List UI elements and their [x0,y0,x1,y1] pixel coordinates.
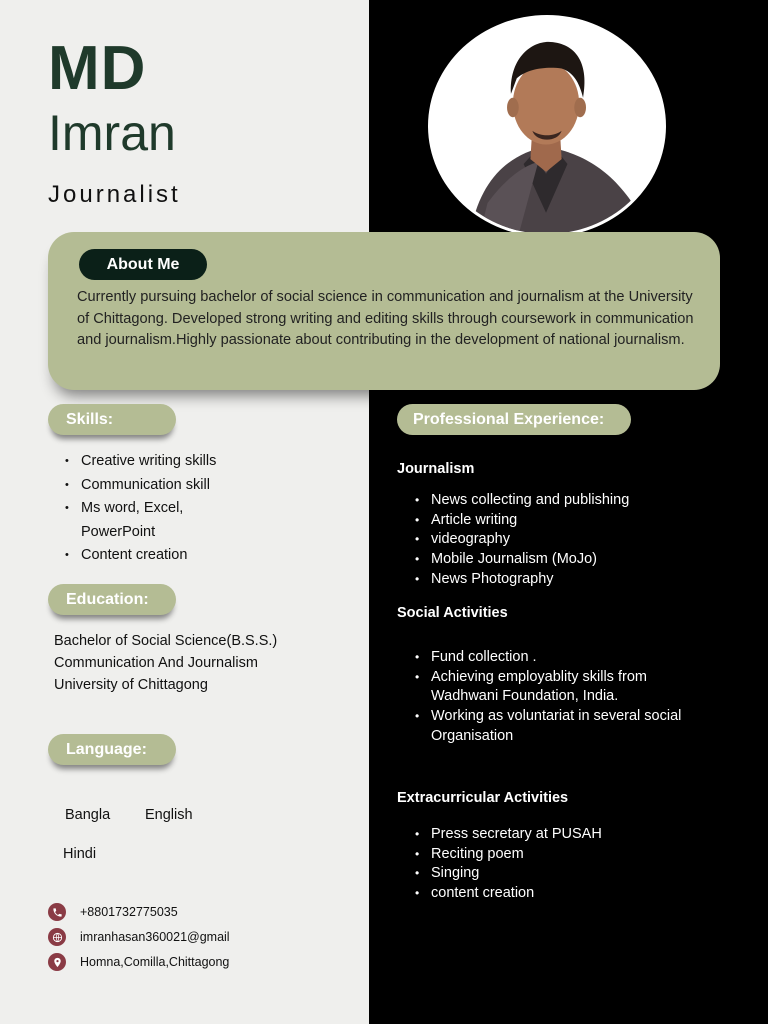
list-item: • Creative writing skills [62,450,352,474]
list-item: • videography [413,530,713,550]
contact-phone [48,903,178,921]
journalism-heading: Journalism [397,461,475,477]
list-item: • Achieving employablity skills from Wadhwani Foundation, India. [413,668,663,707]
location-pin-icon [48,953,66,971]
list-item: • Reciting poem [413,845,713,865]
job-title: Journalist [48,181,181,208]
contact-address [48,953,229,971]
journalism-list [413,491,713,590]
list-item: • Working as voluntariat in several social Organisation [413,707,713,746]
last-name: Imran [48,105,176,161]
about-me-text: Currently pursuing bachelor of social science in communication and journalism at the University of Chittagong. Developed strong writing and editing skills through coursework in communication and journalism.Highly passionate about contributing in the development of national journalism. [77,289,694,348]
skills-list [62,450,352,568]
phone-icon [48,903,66,921]
extracurricular-heading: Extracurricular Activities [397,790,569,806]
language-item: Hindi [63,846,97,862]
list-item: • Press secretary at PUSAH [413,825,713,845]
list-item: • content creation [413,884,713,904]
social-activities-heading: Social Activities [397,605,508,621]
first-name: MD [48,34,147,103]
about-me-heading: About Me [79,249,207,280]
professional-experience-heading: Professional Experience: [397,404,631,435]
list-item: • News collecting and publishing [413,491,713,511]
extracurricular-list [413,825,713,904]
list-item: • Content creation [62,544,352,568]
list-item: • Fund collection . [413,648,713,668]
language-heading: Language: [48,734,176,765]
education-heading: Education: [48,584,176,615]
phone-number: +8801732775035 [80,905,178,919]
list-item: • Communication skill [62,474,352,498]
list-item: • News Photography [413,570,713,590]
language-item: Bangla [65,807,111,823]
about-me-card [48,232,720,390]
list-item: • Article writing [413,511,713,531]
education-institution: University of Chittagong [54,677,208,693]
language-item: English [145,807,193,823]
list-item: • Ms word, Excel, PowerPoint [62,497,202,544]
list-item: • Mobile Journalism (MoJo) [413,550,713,570]
profile-photo [428,15,666,237]
social-activities-list [413,648,713,747]
skills-heading: Skills: [48,404,176,435]
contact-email [48,928,230,946]
address-text: Homna,Comilla,Chittagong [80,955,230,969]
list-item: • Singing [413,864,713,884]
education-field: Communication And Journalism [54,655,258,671]
email-address: imranhasan360021@gmail [80,930,230,944]
education-details [54,630,277,696]
globe-icon [48,928,66,946]
education-degree: Bachelor of Social Science(B.S.S.) [54,633,278,649]
